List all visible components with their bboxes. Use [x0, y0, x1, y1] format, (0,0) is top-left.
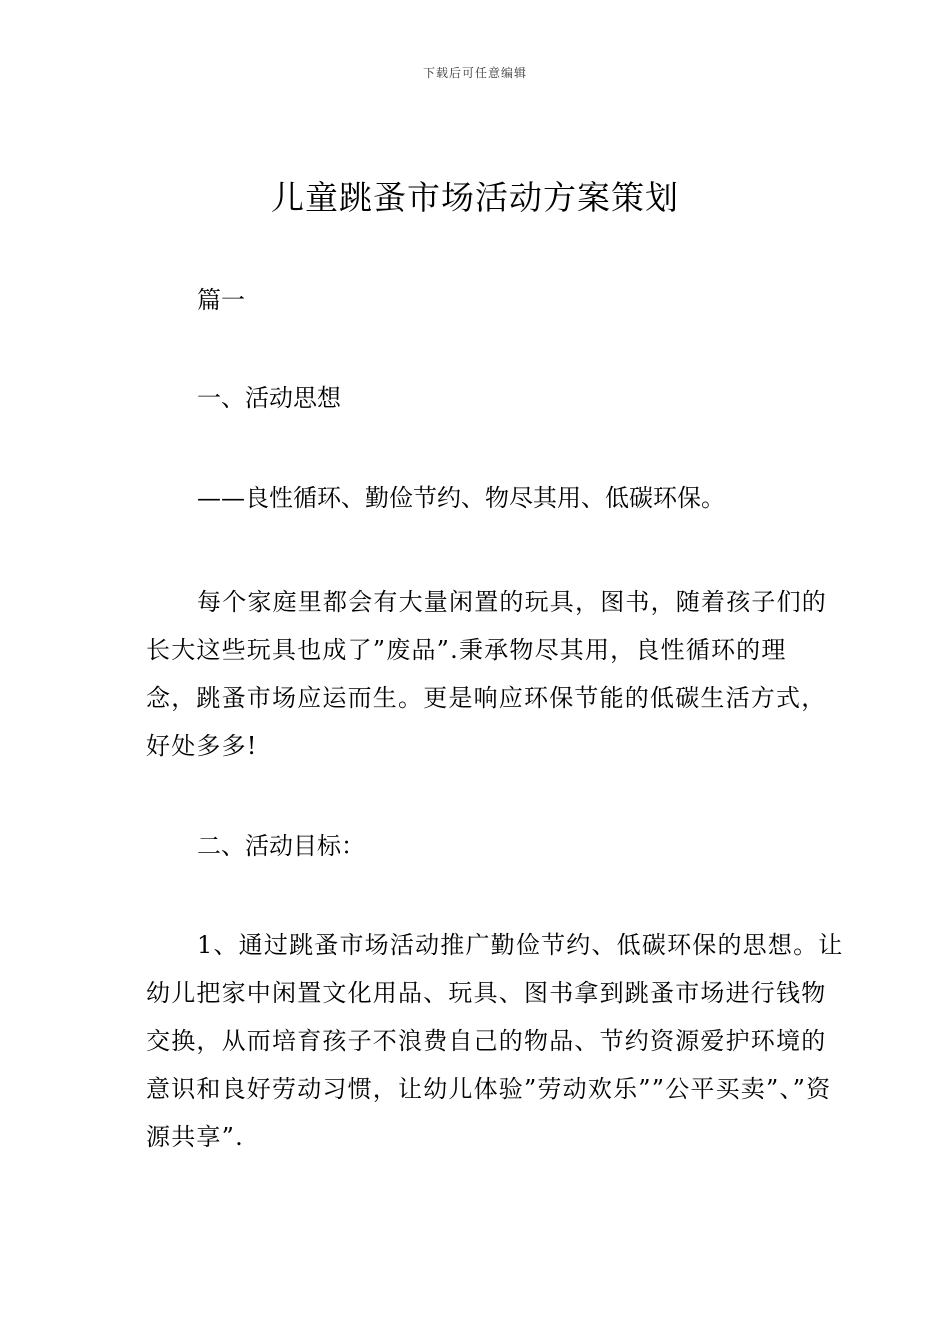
section-heading-2: 二、活动目标： [197, 832, 365, 860]
paragraph-1: 每个家庭里都会有大量闲置的玩具，图书，随着孩子们的长大这些玩具也成了”废品”.秉承物尽其用，良性循环的理念，跳蚤市场应运而生。更是响应环保节能的低碳生活方式，好处多多! [146, 588, 827, 760]
document-title: 儿童跳蚤市场活动方案策划 [271, 178, 679, 217]
slogan-line: ——良性循环、勤俭节约、物尽其用、低碳环保。 [197, 484, 725, 512]
header-note: 下载后可任意编辑 [422, 66, 527, 80]
part-label: 篇一 [197, 286, 245, 314]
paragraph-2: 1、通过跳蚤市场活动推广勤俭节约、低碳环保的思想。让幼儿把家中闲置文化用品、玩具、图书拿到跳蚤市场进行钱物交换，从而培育孩子不浪费自己的物品、节约资源爱护环境的意识和良好劳动习惯，让幼儿体验”劳动欢乐””公平买卖”、”资源共享”. [146, 931, 844, 1151]
section-heading-1: 一、活动思想 [197, 384, 341, 412]
